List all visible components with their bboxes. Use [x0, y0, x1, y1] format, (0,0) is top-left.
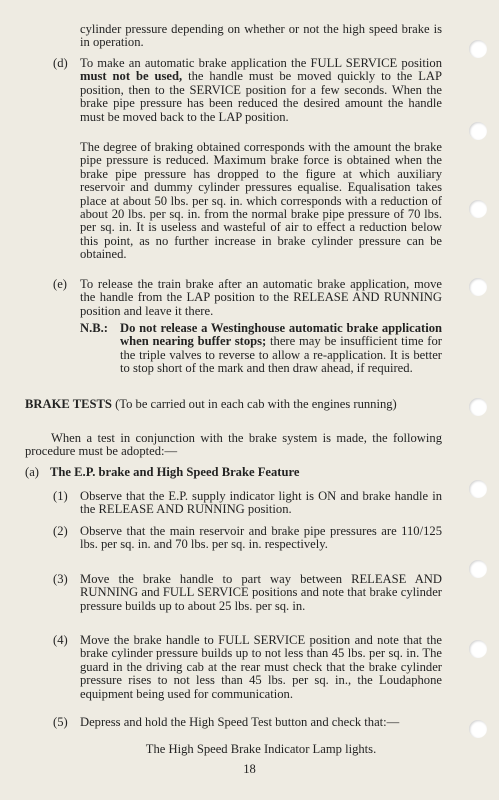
section-a-title: The E.P. brake and High Speed Brake Feature — [50, 465, 300, 479]
step-5: Depress and hold the High Speed Test button and check that:— — [80, 715, 400, 729]
step-3-number: (3) — [53, 572, 68, 586]
nb-label: N.B.: — [80, 321, 108, 335]
punch-hole — [469, 560, 487, 578]
punch-hole — [469, 398, 487, 416]
punch-hole — [469, 640, 487, 658]
intro-continuation: cylinder pressure depending on whether or not the high speed brake is in operation. — [80, 22, 442, 50]
lamp-line: The High Speed Brake Indicator Lamp lights. — [145, 742, 377, 756]
step-4: Move the brake handle to FULL SERVICE position and note that the brake cylinder pressure builds up to not less than 45 lbs. per sq. in. The guard in the driving cab at the rear must check that the brake cylinder pressure rises to not less than 45 lbs. per sq. in., the Loudaphone equipment being used for communication. — [80, 633, 442, 701]
step-2-number: (2) — [53, 524, 68, 538]
item-e: To release the train brake after an automatic brake application, move the handle from the LAP position to the RELEASE AND RUNNING position and leave it there. — [80, 277, 442, 318]
punch-hole — [469, 122, 487, 140]
brake-tests-heading: BRAKE TESTS (To be carried out in each cab with the engines running) — [25, 397, 397, 411]
item-d-label: (d) — [53, 56, 68, 70]
punch-hole — [469, 278, 487, 296]
punch-hole — [469, 480, 487, 498]
step-1: Observe that the E.P. supply indicator light is ON and brake handle in the RELEASE AND RUNNING position. — [80, 489, 442, 517]
step-1-number: (1) — [53, 489, 68, 503]
item-d-paragraph-2: The degree of braking obtained corresponds with the amount the brake pipe pressure is reduced. Maximum brake force is obtained when the brake pipe pressure has dropped to the figure at which auxiliary reservoir and dummy cylinder pressures equalise. Equalisation takes place at about 50 lbs. per sq. in. which corresponds with a reduction of about 20 lbs. per sq. in. from the normal brake pipe pressure of 70 lbs. per sq. in. It is useless and wasteful of air to effect a reduction below this point, as no further increase in brake cylinder pressure can be obtained. — [80, 140, 442, 262]
item-d: To make an automatic brake application the FULL SERVICE position must not be used, the handle must be moved quickly to the LAP position, then to the SERVICE position for a few seconds. When the brake pipe pressure has been reduced the desired amount the handle must be moved back to the LAP position. — [80, 56, 442, 124]
nb-note: Do not release a Westinghouse automatic brake application when nearing buffer stops; there may be insufficient time for the triple valves to reverse to allow a re-application. It is better to stop short of the mark and then draw ahead, if required. — [120, 321, 442, 376]
punch-hole — [469, 40, 487, 58]
section-a-label: (a) — [25, 465, 39, 479]
step-2: Observe that the main reservoir and brake pipe pressures are 110/125 lbs. per sq. in. and 70 lbs. per sq. in. respectively. — [80, 524, 442, 552]
item-e-label: (e) — [53, 277, 67, 291]
step-3: Move the brake handle to part way between RELEASE AND RUNNING and FULL SERVICE positions and note that brake cylinder pressure builds up to about 25 lbs. per sq. in. — [80, 572, 442, 613]
brake-tests-intro: When a test in conjunction with the brake system is made, the following procedure must be adopted:— — [25, 431, 442, 459]
punch-hole — [469, 200, 487, 218]
page-number: 18 — [243, 762, 256, 776]
punch-hole — [469, 720, 487, 738]
step-4-number: (4) — [53, 633, 68, 647]
step-5-number: (5) — [53, 715, 68, 729]
